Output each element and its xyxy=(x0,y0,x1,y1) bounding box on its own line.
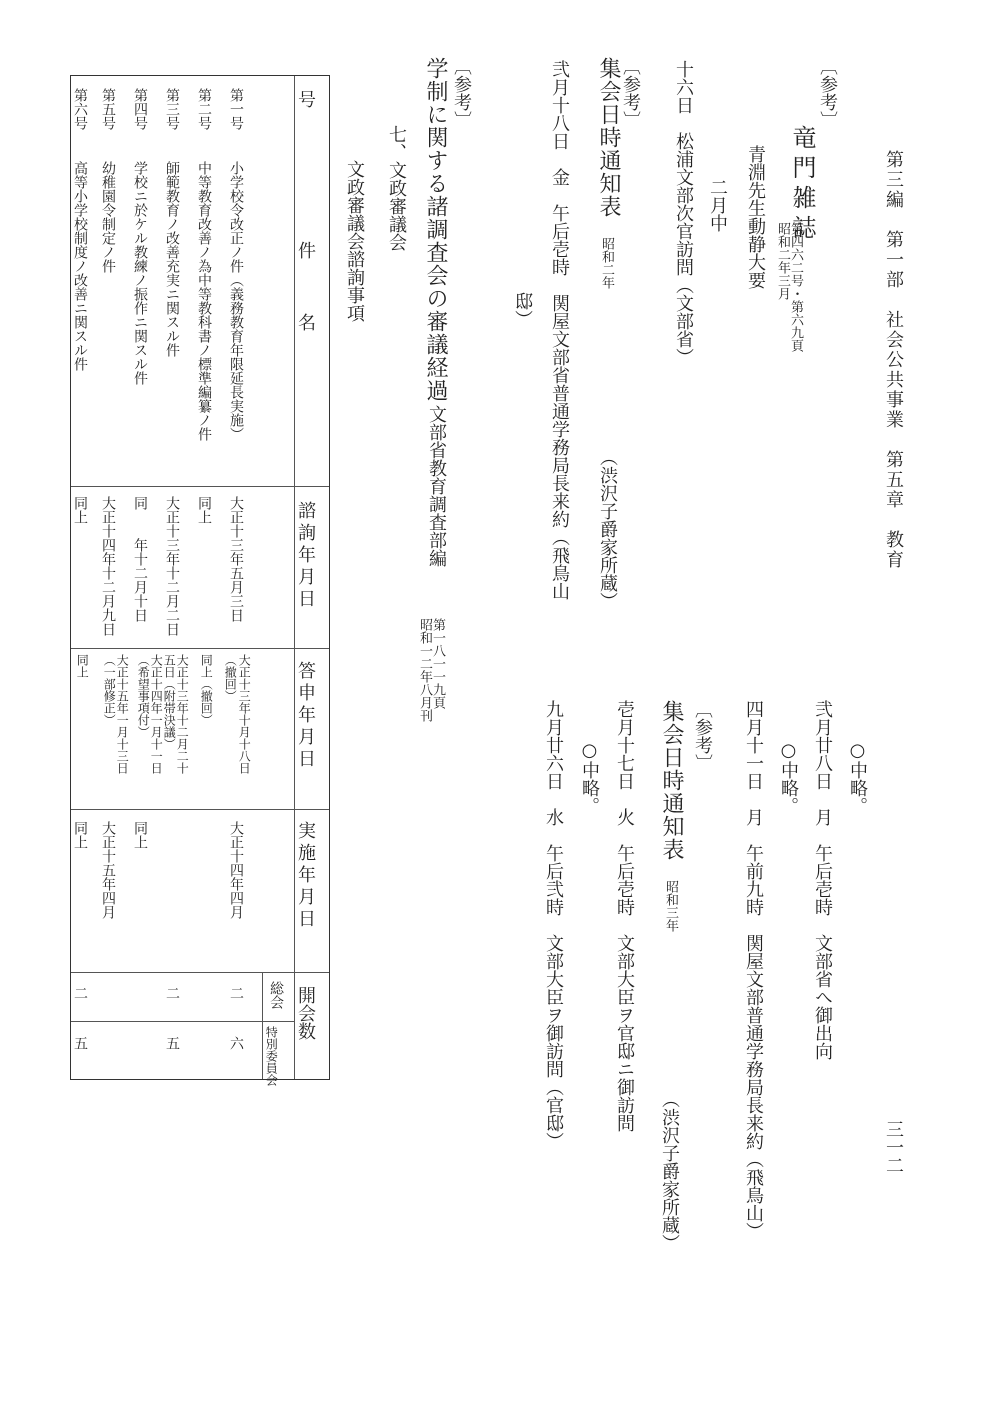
header-report-date: 答申年月日 xyxy=(295,661,316,771)
row-report-date: 同上（撤回） xyxy=(199,654,214,726)
row-inquiry-date: 同上 xyxy=(72,496,88,524)
row-number: 第六号 xyxy=(72,88,88,130)
meeting-entry-continued: 邸） xyxy=(512,292,533,328)
header-special-committee: 特別委員会 xyxy=(264,1026,279,1086)
header-subject: 件 名 xyxy=(295,241,316,331)
row-report-note: （一部修正） xyxy=(102,654,117,726)
row-number: 第一号 xyxy=(228,88,244,130)
row-number: 第二号 xyxy=(196,88,212,130)
row-inquiry-date: 大正十四年十二月九日 xyxy=(100,496,116,636)
row-inquiry-date: 同上 xyxy=(196,496,212,524)
diary-entry: 十六日 松浦文部次官訪問（文部省） xyxy=(673,60,694,366)
citation-line-2: 昭和二年三月 xyxy=(775,222,790,300)
row-report-date: 大正十五年一月十三日 xyxy=(115,654,130,774)
ellipsis: ○中略。 xyxy=(579,740,600,815)
diary-entry: 四月十一日 月 午前九時 関屋文部普通学務局長来約（飛鳥山） xyxy=(743,700,764,1240)
row-general-count: 二 xyxy=(72,986,88,1000)
subsection-heading: 文政審議会諮詢事項 xyxy=(344,160,365,322)
row-general-count: 二 xyxy=(228,986,244,1000)
header-number: 号 xyxy=(295,90,316,108)
row-report-date: 大正十四年一月十一日 xyxy=(149,654,164,774)
ref-mark: 〔参考〕 xyxy=(692,700,713,772)
citation xyxy=(418,618,444,722)
header-general-session: 総会 xyxy=(268,981,284,1009)
meeting-entry: 九月廿六日 水 午后弐時 文部大臣ヲ御訪問（官邸） xyxy=(543,700,564,1150)
header-sessions: 開会数 xyxy=(295,986,316,1040)
diary-entry: 弐月廿八日 月 午后壱時 文部省へ御出向 xyxy=(812,700,833,1060)
meeting-entry: 弐月十八日 金 午后壱時 関屋文部省普通学務局長来約（飛鳥山 xyxy=(549,60,570,600)
citation xyxy=(776,222,802,352)
document-title: 集会日時通知表 xyxy=(596,57,621,218)
row-number: 第三号 xyxy=(164,88,180,130)
row-implementation-date: 大正十四年四月 xyxy=(228,821,244,919)
row-report-date: 同上 xyxy=(75,654,90,678)
ellipsis: ○中略。 xyxy=(778,740,799,815)
row-special-count: 五 xyxy=(164,1036,180,1050)
header-implementation-date: 実施年月日 xyxy=(295,821,316,931)
row-report-date: 大正十三年十二月二十 xyxy=(175,654,190,774)
ref-mark: 〔参考〕 xyxy=(817,57,838,129)
header-inquiry-date: 諮詢年月日 xyxy=(295,501,316,611)
row-implementation-date: 同上 xyxy=(72,821,88,849)
row-subject: 高等小学校制度ノ改善ニ関スル件 xyxy=(72,161,88,371)
row-subject: 中等教育改善ノ為中等教科書ノ標準編纂ノ件 xyxy=(196,161,212,441)
row-special-count: 六 xyxy=(228,1036,244,1050)
subtitle: 青淵先生動静大要 xyxy=(745,145,766,289)
row-subject: 小学校令改正ノ件（義務教育年限延長実施） xyxy=(228,161,244,441)
inquiry-table xyxy=(70,75,330,1086)
document-year: 昭和二年 xyxy=(599,237,614,289)
row-number: 第四号 xyxy=(132,88,148,130)
document-title: 学制に関する諸調査会の審議経過 xyxy=(423,57,448,402)
row-report-note: （撤回） xyxy=(223,654,238,702)
ref-mark: 〔参考〕 xyxy=(620,57,641,129)
row-subject: 幼稚園令制定ノ件 xyxy=(100,161,116,273)
document-title: 竜門雑誌 xyxy=(788,125,816,245)
row-implementation-date: 同上 xyxy=(132,821,148,849)
ellipsis: ○中略。 xyxy=(847,740,868,815)
month-heading: 二月中 xyxy=(707,178,728,232)
row-implementation-date: 大正十五年四月 xyxy=(100,821,116,919)
row-subject: 師範教育ノ改善充実ニ関スル件 xyxy=(164,161,180,357)
editor: 文部省教育調査部編 xyxy=(426,405,447,567)
citation-line-1: 第一八一一九頁 xyxy=(430,618,445,709)
section-heading: 七、文政審議会 xyxy=(386,125,407,251)
row-number: 第五号 xyxy=(100,88,116,130)
meeting-entry: 壱月十七日 火 午后壱時 文部大臣ヲ官邸ニ御訪問 xyxy=(614,700,635,1132)
row-subject: 学校ニ於ケル教練ノ振作ニ関スル件 xyxy=(132,161,148,385)
running-header: 第三編 第一部 社会公共事業 第五章 教育 xyxy=(883,150,904,570)
row-report-note: （希望事項付） xyxy=(136,654,151,738)
document-year: 昭和三年 xyxy=(663,880,678,932)
row-special-count: 五 xyxy=(72,1036,88,1050)
row-report-note: 五日（附帯決議） xyxy=(162,654,177,750)
source: （渋沢子爵家所蔵） xyxy=(597,448,618,610)
row-inquiry-date: 大正十三年五月三日 xyxy=(228,496,244,622)
row-report-date: 大正十三年十月十八日 xyxy=(237,654,252,774)
citation-line-2: 昭和一二年八月刊 xyxy=(417,618,432,722)
row-inquiry-date: 大正十三年十二月二日 xyxy=(164,496,180,636)
row-inquiry-date: 同 年十二月十日 xyxy=(132,496,148,622)
ref-mark: 〔参考〕 xyxy=(451,57,472,129)
document-title: 集会日時通知表 xyxy=(659,700,684,861)
source: （渋沢子爵家所蔵） xyxy=(659,1090,680,1252)
citation-line-1: 第四六二号・第六九頁 xyxy=(788,222,803,352)
page-number: 三一二 xyxy=(883,1120,904,1174)
row-general-count: 二 xyxy=(164,986,180,1000)
